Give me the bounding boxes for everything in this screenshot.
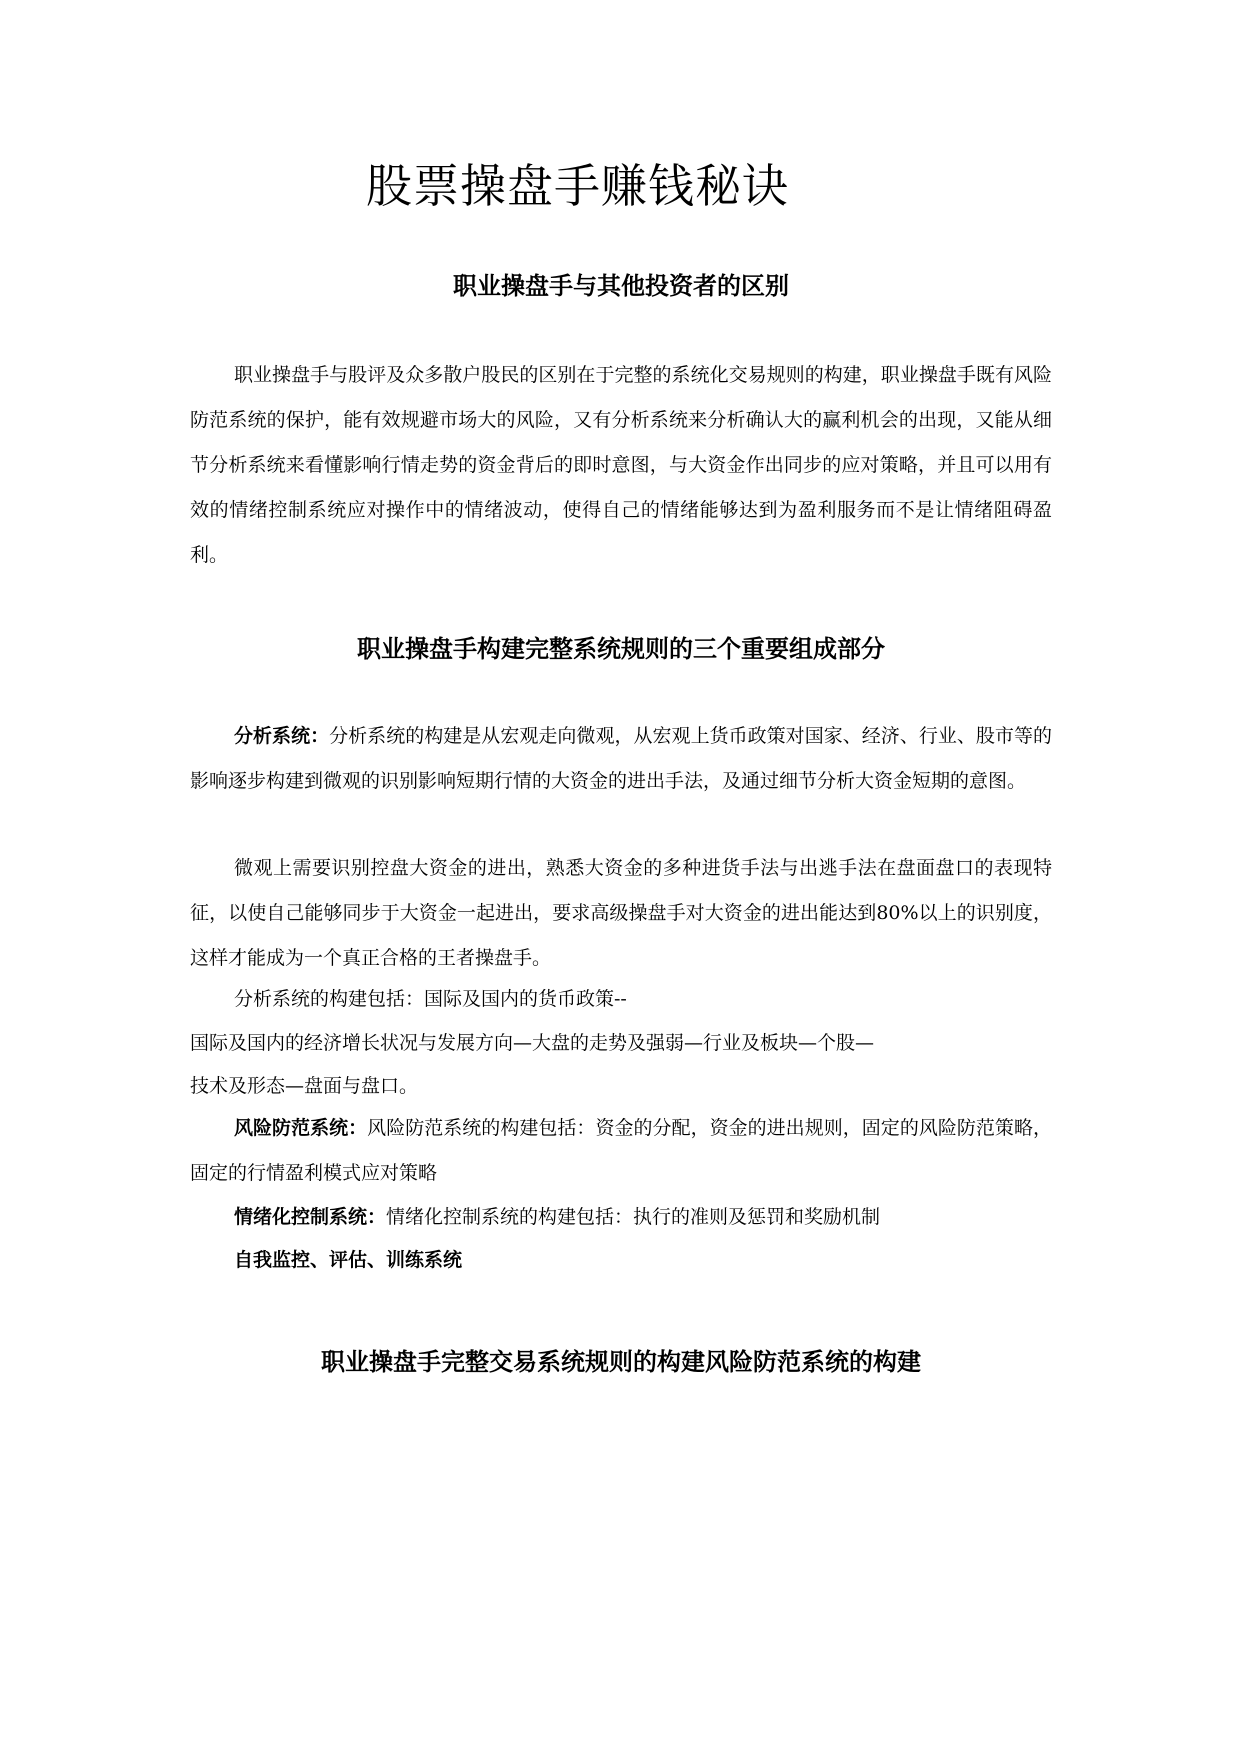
- analysis-system-text: 分析系统的构建是从宏观走向微观，从宏观上货币政策对国家、经济、行业、股市等的影响逐步构建到微观的识别影响短期行情的大资金的进出手法，及通过细节分析大资金短期的意图。: [190, 725, 1052, 792]
- section-heading-risk-construction: 职业操盘手完整交易系统规则的构建风险防范系统的构建: [321, 1348, 921, 1376]
- emotion-system-label: 情绪化控制系统：: [234, 1206, 387, 1228]
- document-title: 股票操盘手赚钱秘诀: [366, 159, 789, 213]
- analysis-composition-line-3: 技术及形态—盘面与盘口。: [190, 1075, 419, 1097]
- section-heading-difference: 职业操盘手与其他投资者的区别: [453, 272, 789, 300]
- self-monitor-system-line: 自我监控、评估、训练系统: [234, 1249, 463, 1271]
- analysis-system-label: 分析系统：: [234, 725, 330, 747]
- micro-analysis-paragraph: 微观上需要识别控盘大资金的进出，熟悉大资金的多种进货手法与出逃手法在盘面盘口的表现特征，以使自己能够同步于大资金一起进出，要求高级操盘手对大资金的进出能达到80%以上的识别度，这样才能成为一个真正合格的王者操盘手。: [190, 857, 1052, 969]
- risk-system-text: 风险防范系统的构建包括：资金的分配，资金的进出规则，固定的风险防范策略，固定的行情盈利模式应对策略: [190, 1117, 1052, 1184]
- emotion-system-paragraph: [234, 1204, 880, 1230]
- emotion-system-text: 情绪化控制系统的构建包括：执行的准则及惩罚和奖励机制: [386, 1206, 881, 1228]
- section-heading-three-components: 职业操盘手构建完整系统规则的三个重要组成部分: [357, 635, 885, 663]
- risk-system-label: 风险防范系统：: [234, 1117, 368, 1139]
- analysis-system-paragraph: [190, 714, 1052, 804]
- section-paragraph-difference: 职业操盘手与股评及众多散户股民的区别在于完整的系统化交易规则的构建，职业操盘手既有风险防范系统的保护，能有效规避市场大的风险，又有分析系统来分析确认大的赢利机会的出现，又能从细节分析系统来看懂影响行情走势的资金背后的即时意图，与大资金作出同步的应对策略，并且可以用有效的情绪控制系统应对操作中的情绪波动，使得自己的情绪能够达到为盈利服务而不是让情绪阻碍盈利。: [190, 364, 1052, 566]
- analysis-composition-line-1: 分析系统的构建包括：国际及国内的货币政策--: [234, 988, 627, 1010]
- risk-system-paragraph: [190, 1106, 1052, 1196]
- analysis-composition-line-2: 国际及国内的经济增长状况与发展方向—大盘的走势及强弱—行业及板块—个股—: [190, 1032, 875, 1054]
